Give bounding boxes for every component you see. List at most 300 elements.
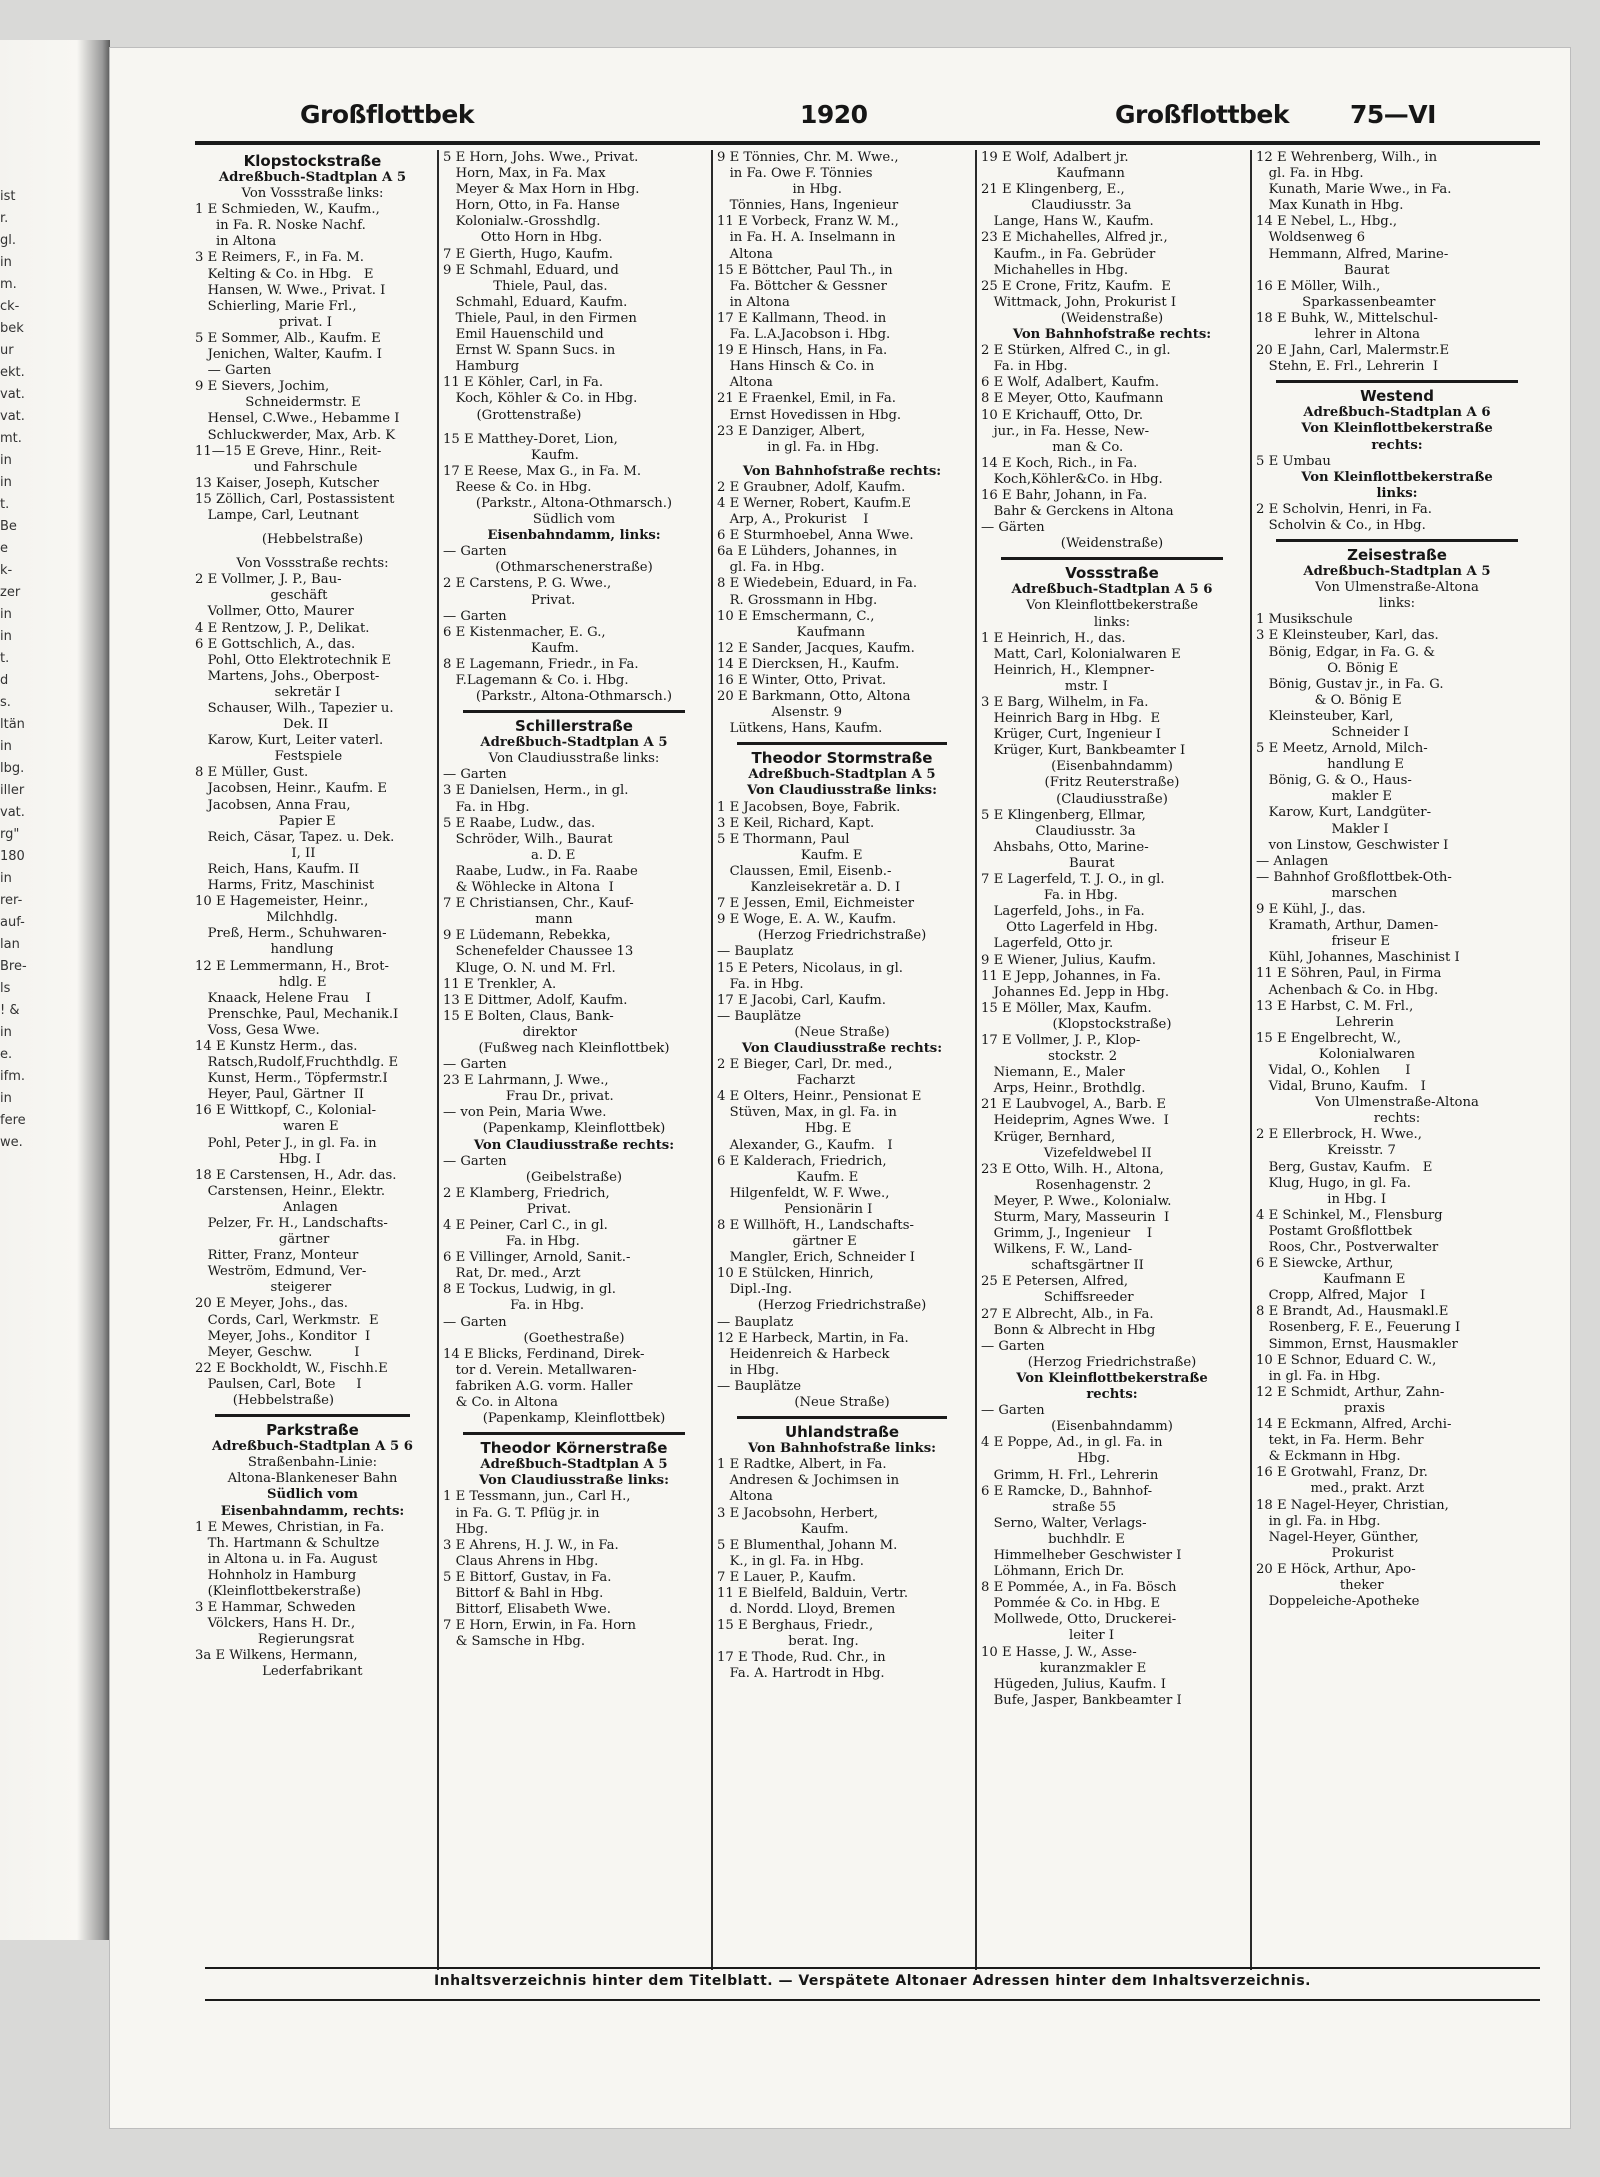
directory-entry-line: Bönig, Edgar, in Fa. G. & [1256,644,1435,660]
directory-entry-line: berat. Ing. [717,1634,859,1650]
directory-entry-line: Mollwede, Otto, Druckerei- [981,1612,1177,1628]
directory-entry-line: 18 E Nagel-Heyer, Christian, [1256,1497,1449,1513]
directory-entry-line: Koch, Köhler & Co. in Hbg. [443,391,638,407]
section-note: rechts: [1086,1387,1138,1403]
section-note: Eisenbahndamm, rechts: [220,1503,405,1519]
directory-entry-line: Pommée & Co. in Hbg. E [981,1596,1161,1612]
directory-entry-line: Reich, Cäsar, Tapez. u. Dek. [195,829,395,845]
directory-entry-line: mstr. I [981,678,1108,694]
directory-entry-line: geschäft [195,588,328,604]
directory-entry-line: straße 55 [981,1499,1117,1515]
directory-entry-line: Carstensen, Heinr., Elektr. [195,1183,386,1199]
directory-entry-line: Krüger, Curt, Ingenieur I [981,727,1161,743]
section-note: (Claudiusstraße) [1056,791,1168,807]
gutter-fragment: e [0,541,8,556]
directory-entry-line: 8 E Willhöft, H., Landschafts- [717,1218,914,1233]
directory-entry-line: — Garten [443,767,507,783]
directory-entry-line: gl. Fa. in Hbg. [1256,166,1364,182]
directory-entry-line: 4 E Peiner, Carl C., in gl. [443,1218,608,1233]
directory-entry-line: in gl. Fa. in Hbg. [1256,1368,1381,1384]
directory-entry-line: 1 Musikschule [1256,612,1353,628]
directory-entry-line: 13 E Harbst, C. M. Frl., [1256,998,1414,1014]
directory-entry-line: Cropp, Alfred, Major I [1256,1288,1426,1304]
directory-entry-line: in Altona [195,234,277,250]
directory-entry-line: Kramath, Arthur, Damen- [1256,918,1439,934]
directory-entry-line: Makler I [1256,821,1389,837]
directory-entry-line: Vidal, Bruno, Kaufm. I [1256,1079,1426,1095]
directory-entry-line: — Bauplatz [717,944,794,960]
directory-entry-line: Schmahl, Eduard, Kaufm. [443,294,628,310]
section-note: Adreßbuch-Stadtplan A 5 [480,1457,668,1473]
section-note: Adreßbuch-Stadtplan A 6 [1303,405,1491,421]
directory-entry-line: Nagel-Heyer, Günther, [1256,1529,1419,1545]
gutter-fragment: ltän [0,717,25,732]
directory-entry-line: Johannes Ed. Jepp in Hbg. [981,984,1170,1000]
directory-entry-line: 13 E Dittmer, Adolf, Kaufm. [443,992,628,1008]
directory-entry-line: Hbg. [981,1451,1110,1467]
directory-entry-line: Postamt Großflottbek [1256,1223,1412,1239]
directory-entry-line: 16 E Wittkopf, C., Kolonial- [195,1103,377,1119]
directory-entry-line: Alexander, G., Kaufm. I [717,1137,893,1153]
directory-entry-line: 7 E Jessen, Emil, Eichmeister [717,896,915,912]
directory-entry-line: 6a E Lühders, Johannes, in [717,544,897,560]
directory-entry-line: & Eckmann in Hbg. [1256,1449,1401,1465]
directory-entry-line: 11—15 E Greve, Hinr., Reit- [195,443,382,459]
directory-entry-line: (Hebbelstraße) [195,1393,335,1409]
section-note: (Hebbelstraße) [261,532,364,548]
directory-entry-line: steigerer [195,1280,332,1296]
directory-entry-line: Otto Lagerfeld in Hbg. [981,920,1158,936]
directory-entry-line: 1 E Schmieden, W., Kaufm., [195,202,380,218]
directory-entry-line: 11 E Köhler, Carl, in Fa. [443,375,604,391]
directory-entry-line: 16 E Grotwahl, Franz, Dr. [1256,1465,1428,1481]
header-rule [195,141,1540,145]
directory-entry-line: in Fa. R. Noske Nachf. [195,218,366,234]
directory-entry-line: I, II [195,845,316,861]
directory-entry-line: 17 E Thode, Rud. Chr., in [717,1650,886,1666]
directory-entry-line: 17 E Reese, Max G., in Fa. M. [443,463,642,479]
directory-entry-line: Horn, Otto, in Fa. Hanse [443,198,620,214]
gutter-fragment: iller [0,783,25,798]
section-note: Von Vossstraße links: [241,186,384,202]
directory-entry-line: und Fahrschule [195,459,358,475]
directory-entry-line: Reese & Co. in Hbg. [443,479,592,495]
directory-entry-line: 5 E Umbau [1256,453,1331,469]
directory-entry-line: — Bauplatz [717,1314,794,1330]
directory-entry-line: — Garten [443,544,507,560]
spacer [717,456,967,464]
directory-entry-line: 14 E Blicks, Ferdinand, Direk- [443,1346,645,1362]
gutter-fragment: ! & [0,1003,20,1018]
directory-entry-line: 17 E Jacobi, Carl, Kaufm. [717,992,886,1008]
directory-entry-line: theker [1256,1577,1384,1593]
directory-entry-line: 6 E Sturmhoebel, Anna Wwe. [717,528,914,544]
directory-entry-line: Hensel, C.Wwe., Hebamme I [195,411,400,427]
section-note: (Weidenstraße) [1060,536,1164,552]
directory-entry-line: direktor [443,1024,577,1040]
directory-entry-line: Tönnies, Hans, Ingenieur [717,198,899,214]
directory-entry-line: — Garten [443,608,507,624]
section-note: Von Claudiusstraße links: [747,783,937,799]
gutter-fragment: rg" [0,827,20,842]
spacer [195,548,430,556]
directory-entry-line: 9 E Sievers, Jochim, [195,379,330,395]
directory-entry-line: Fa. in Hbg. [981,359,1068,375]
directory-entry-line: Niemann, E., Maler [981,1065,1125,1081]
directory-entry-line: F.Lagemann & Co. i. Hbg. [443,673,629,688]
section-note: (Herzog Friedrichstraße) [757,928,927,944]
directory-entry-line: Kaufm., in Fa. Gebrüder [981,246,1156,262]
section-note: Von Claudiusstraße links: [488,751,660,767]
directory-entry-line: Achenbach & Co. in Hbg. [1256,982,1439,998]
directory-entry-line: Berg, Gustav, Kaufm. E [1256,1159,1433,1175]
directory-entry-line: Lütkens, Hans, Kaufm. [717,721,883,737]
directory-entry-line: 10 E Emschermann, C., [717,608,875,624]
gutter-fragment: in [0,475,12,490]
directory-entry-line: Hbg. I [195,1151,321,1167]
street-heading: Vossstraße [1065,564,1159,583]
directory-entry-line: 9 E Wiener, Julius, Kaufm. [981,952,1156,968]
gutter-fragment: in [0,739,12,754]
gutter-fragment: in [0,453,12,468]
directory-entry-line: Lederfabrikant [195,1664,363,1680]
directory-entry-line: Wittmack, John, Prokurist I [981,294,1177,310]
directory-entry-line: Altona [717,246,773,262]
directory-entry-line: 5 E Sommer, Alb., Kaufm. E [195,330,381,346]
directory-entry-line: Hügeden, Julius, Kaufm. I [981,1676,1166,1692]
directory-entry-line: 15 E Böttcher, Paul Th., in [717,262,893,278]
directory-entry-line: 5 E Klingenberg, Ellmar, [981,807,1146,823]
directory-entry-line: — Garten [443,1153,507,1169]
directory-entry-line: Kreisstr. 7 [1256,1143,1396,1159]
section-note: (Neue Straße) [794,1395,890,1411]
directory-entry-line: Kaufm. [443,447,579,463]
directory-entry-line: 7 E Horn, Erwin, in Fa. Horn [443,1618,636,1634]
directory-entry-line: Privat. [443,592,576,608]
section-rule [1001,557,1223,560]
section-note: Adreßbuch-Stadtplan A 5 6 [212,1439,413,1455]
directory-entry-line: R. Grossmann in Hbg. [717,592,878,608]
section-note: Adreßbuch-Stadtplan A 5 [748,767,936,783]
directory-entry-line: Lagerfeld, Otto jr. [981,936,1114,952]
directory-entry-line: 2 E Bieger, Carl, Dr. med., [717,1057,893,1073]
section-note: (Herzog Friedrichstraße) [757,1298,927,1314]
directory-entry-line: Vidal, O., Kohlen I [1256,1062,1411,1078]
directory-entry-line: Pelzer, Fr. H., Landschafts- [195,1216,388,1231]
directory-entry-line: Stehn, E. Frl., Lehrerin I [1256,359,1439,375]
directory-entry-line: 6 E Gottschlich, A., das. [195,636,356,652]
directory-entry-line: tor d. Verein. Metallwaren- [443,1362,637,1378]
directory-entry-line: 12 E Sander, Jacques, Kaufm. [717,640,915,656]
directory-entry-line: Otto Horn in Hbg. [443,230,603,246]
section-rule [737,742,947,745]
directory-entry-line: 7 E Gierth, Hugo, Kaufm. [443,246,613,262]
directory-entry-line: 1 E Heinrich, H., das. [981,630,1126,646]
directory-entry-line: in gl. Fa. in Hbg. [1256,1513,1381,1529]
directory-entry-line: 9 E Schmahl, Eduard, und [443,262,619,278]
street-heading: Uhlandstraße [784,1423,900,1442]
gutter-fragment: e. [0,1047,13,1062]
directory-entry-line: 21 E Klingenberg, E., [981,182,1125,198]
directory-entry-line: Kluge, O. N. und M. Frl. [443,960,616,976]
directory-entry-line: Rosenberg, F. E., Feuerung I [1256,1320,1461,1336]
section-note: rechts: [1371,437,1423,453]
directory-entry-line: Hbg. E [717,1121,852,1137]
gutter-fragment: lbg. [0,761,25,776]
gutter-fragment: in [0,871,12,886]
directory-entry-line: Arp, A., Prokurist I [717,512,869,528]
directory-entry-line: privat. I [195,314,333,330]
directory-entry-line: 15 Zöllich, Carl, Postassistent [195,491,395,507]
directory-entry-line: Fa. L.A.Jacobson i. Hbg. [717,327,891,343]
section-note: links: [1093,614,1131,630]
directory-entry-line: Pohl, Peter J., in gl. Fa. in [195,1135,377,1151]
directory-entry-line: 22 E Bockholdt, W., Fischh.E [195,1360,388,1376]
spacer [443,424,705,432]
directory-entry-line: 2 E Carstens, P. G. Wwe., [443,576,612,592]
section-note: Von Bahnhofstraße links: [748,1441,936,1457]
column-4 [981,150,1243,1975]
section-note: Von Claudiusstraße rechts: [741,1040,943,1056]
section-note: (Weidenstraße) [1060,310,1164,326]
directory-entry-line: Bittorf, Elisabeth Wwe. [443,1602,611,1618]
directory-entry-line: Altona [717,375,773,391]
column-divider [1250,150,1252,1970]
directory-entry-line: Himmelheber Geschwister I [981,1547,1182,1563]
directory-entry-line: (Grottenstraße) [443,407,582,423]
directory-entry-line: Schauser, Wilh., Tapezier u. [195,701,394,716]
directory-entry-line: handlung E [1256,757,1405,773]
directory-entry-line: 12 E Harbeck, Martin, in Fa. [717,1330,909,1346]
directory-entry-line: Schneider I [1256,725,1409,740]
section-note: Straßenbahn-Linie: [247,1455,378,1471]
directory-entry-line: waren E [195,1119,339,1135]
gutter-fragment: s. [0,695,11,710]
gutter-fragment: auf- [0,915,25,930]
directory-entry-line: 4 E Rentzow, J. P., Delikat. [195,620,370,636]
gutter-fragment: mt. [0,431,22,446]
directory-entry-line: praxis [1256,1400,1386,1416]
gutter-fragment: m. [0,277,17,292]
directory-entry-line: 2 E Graubner, Adolf, Kaufm. [717,479,906,495]
header-page-number: 75—VI [1350,100,1436,129]
directory-entry-line: Schenefelder Chaussee 13 [443,944,634,960]
directory-entry-line: 21 E Fraenkel, Emil, in Fa. [717,391,896,407]
spacer [195,524,430,532]
directory-entry-line: 3a E Wilkens, Hermann, [195,1648,358,1664]
directory-entry-line: Heinrich Barg in Hbg. E [981,711,1161,727]
directory-entry-line: in gl. Fa. in Hbg. [717,439,880,455]
section-note: (Geibelstraße) [525,1169,623,1185]
directory-entry-line: d. Nordd. Lloyd, Bremen [717,1602,896,1618]
directory-entry-line: Heyer, Paul, Gärtner II [195,1087,365,1103]
page-header [300,100,1530,136]
gutter-fragment: t. [0,497,10,512]
directory-entry-line: 15 E Matthey-Doret, Lion, [443,431,618,447]
directory-entry-line: 3 E Danielsen, Herm., in gl. [443,783,629,799]
directory-entry-line: 23 E Michahelles, Alfred jr., [981,230,1168,246]
directory-entry-line: 15 E Berghaus, Friedr., [717,1618,874,1634]
street-heading: Zeisestraße [1347,546,1447,565]
section-note: Adreßbuch-Stadtplan A 5 [480,735,668,751]
gutter-fragment: in [0,255,12,270]
gutter-fragment: rer- [0,893,23,908]
directory-entry-line: Paulsen, Carl, Bote I [195,1376,362,1392]
facing-page-gutter [0,40,110,1940]
gutter-fragment: ekt. [0,365,25,380]
directory-entry-line: Meyer, Johs., Konditor I [195,1328,371,1344]
section-note: (Papenkamp, Kleinflottbek) [482,1121,666,1137]
directory-entry-line: Claudiusstr. 3a [981,823,1136,839]
footer-rule [205,1967,1540,1969]
directory-entry-line: 14 E Koch, Rich., in Fa. [981,455,1138,471]
directory-entry-line: Heinrich, H., Klempner- [981,662,1155,678]
directory-entry-line: 5 E Bittorf, Gustav, in Fa. [443,1569,612,1585]
directory-entry-line: man & Co. [981,439,1124,455]
directory-entry-line: Harms, Fritz, Maschinist [195,878,375,894]
directory-entry-line: Vizefeldwebel II [981,1145,1152,1161]
column-divider [975,150,977,1970]
directory-entry-line: Ratsch,Rudolf,Fruchthdlg. E [195,1055,399,1071]
directory-entry-line: Anlagen [195,1199,338,1215]
directory-entry-line: 12 E Lemmermann, H., Brot- [195,958,389,974]
directory-entry-line: Scholvin & Co., in Hbg. [1256,517,1426,533]
directory-entry-line: Papier E [195,813,336,829]
directory-entry-line: Pohl, Otto Elektrotechnik E [195,652,392,668]
directory-entry-line: — Garten [443,1314,507,1330]
gutter-fragment: ls [0,981,11,996]
directory-entry-line: — Garten [981,1338,1045,1354]
directory-entry-line: Hansen, W. Wwe., Privat. I [195,282,386,298]
gutter-fragment: r. [0,211,9,226]
gutter-fragment: 180 [0,849,25,864]
directory-entry-line: kuranzmakler E [981,1660,1147,1676]
directory-entry-line: Fa. in Hbg. [443,799,530,815]
section-rule [215,1414,410,1417]
directory-entry-line: 9 E Lüdemann, Rebekka, [443,928,611,944]
directory-entry-line: 6 E Kistenmacher, E. G., [443,624,606,640]
street-heading: Parkstraße [266,1421,359,1440]
directory-entry-line: Lagerfeld, Johs., in Fa. [981,904,1145,920]
directory-entry-line: — Bauplätze [717,1008,801,1024]
directory-entry-line: Jenichen, Walter, Kaufm. I [195,347,382,363]
directory-entry-line: Baurat [981,855,1115,871]
gutter-fragment: in [0,1025,12,1040]
directory-entry-line: Regierungsrat [195,1632,355,1648]
directory-entry-line: 25 E Petersen, Alfred, [981,1274,1129,1290]
section-note: (Eisenbahndamm) [1051,1419,1173,1435]
directory-entry-line: Wilkens, F. W., Land- [981,1242,1133,1258]
directory-entry-line: Th. Hartmann & Schultze [195,1535,380,1551]
directory-entry-line: Kaufm. E [717,847,863,863]
section-note: Eisenbahndamm, links: [487,528,661,544]
directory-entry-line: — Anlagen [1256,853,1329,869]
section-note: rechts: [1373,1111,1421,1127]
directory-entry-line: Bufe, Jasper, Bankbeamter I [981,1692,1182,1708]
directory-entry-line: 1 E Jacobsen, Boye, Fabrik. [717,799,901,815]
gutter-fragment: vat. [0,409,25,424]
directory-entry-line: gärtner E [717,1234,857,1250]
directory-entry-line: 10 E Krichauff, Otto, Dr. [981,407,1144,423]
directory-entry-line: — Garten [195,363,272,379]
directory-entry-line: Fa. A. Hartrodt in Hbg. [717,1666,885,1682]
directory-entry-line: 5 E Meetz, Arnold, Milch- [1256,741,1428,757]
directory-entry-line: Schierling, Marie Frl., [195,298,357,314]
directory-entry-line: 23 E Danziger, Albert, [717,423,866,439]
directory-entry-line: Fa. in Hbg. [981,888,1118,904]
directory-entry-line: sekretär I [195,684,341,700]
gutter-fragment: gl. [0,233,16,248]
directory-entry-line: Grimm, J., Ingenieur I [981,1226,1153,1242]
directory-entry-line: Prenschke, Paul, Mechanik.I [195,1006,399,1022]
section-note: Adreßbuch-Stadtplan A 5 [1303,564,1491,580]
directory-entry-line: Schluckwerder, Max, Arb. K [195,427,396,443]
directory-entry-line: fabriken A.G. vorm. Haller [443,1378,633,1394]
directory-entry-line: Cords, Carl, Werkmstr. E [195,1312,379,1328]
section-note: (Klopstockstraße) [1052,1016,1172,1032]
directory-entry-line: in Altona u. in Fa. August [195,1551,378,1567]
directory-entry-line: 6 E Kalderach, Friedrich, [717,1153,887,1169]
column-5 [1256,150,1538,1975]
directory-entry-line: Hilgenfeldt, W. F. Wwe., [717,1185,890,1201]
section-note: Von Kleinflottbekerstraße [1301,421,1493,437]
directory-entry-line: & Samsche in Hbg. [443,1634,586,1650]
directory-entry-line: Kanzleisekretär a. D. I [717,880,901,896]
directory-entry-line: 8 E Brandt, Ad., Hausmakl.E [1256,1304,1449,1320]
directory-entry-line: 4 E Schinkel, M., Flensburg [1256,1207,1443,1223]
directory-entry-line: 11 E Söhren, Paul, in Firma [1256,966,1442,982]
footer-note: Inhaltsverzeichnis hinter dem Titelblatt. — Verspätete Altonaer Adressen hinter dem Inhaltsverzeichnis. [433,1973,1311,1989]
directory-entry-line: Krüger, Bernhard, [981,1129,1116,1145]
section-note: Adreßbuch-Stadtplan A 5 [218,170,407,185]
directory-entry-line: 11 E Trenkler, A. [443,976,557,992]
directory-entry-line: 20 E Meyer, Johs., das. [195,1296,348,1312]
gutter-fragment: lan [0,937,20,952]
gutter-fragment: in [0,629,12,644]
directory-entry-line: 10 E Hagemeister, Heinr., [195,894,369,910]
section-note: (Neue Straße) [794,1024,890,1040]
directory-entry-line: gl. Fa. in Hbg. [717,560,825,576]
directory-entry-line: Bahr & Gerckens in Altona [981,504,1174,520]
gutter-fragment: k- [0,563,13,578]
directory-entry-line: 21 E Laubvogel, A., Barb. E [981,1097,1166,1113]
directory-entry-line: 12 E Wehrenberg, Wilh., in [1256,150,1438,165]
directory-entry-line: gärtner [195,1232,330,1248]
directory-entry-line: Völckers, Hans H. Dr., [195,1616,356,1632]
directory-entry-line: Dipl.-Ing. [717,1282,793,1298]
section-note: Von Kleinflottbekerstraße [1025,598,1199,614]
street-heading: Schillerstraße [515,717,633,736]
section-note: Altona-Blankeneser Bahn [227,1471,398,1487]
directory-entry-line: 4 E Werner, Robert, Kaufm.E [717,495,912,511]
directory-entry-line: Kaufm. [717,1521,849,1537]
section-note: (Othmarschenerstraße) [495,560,653,576]
directory-entry-line: 5 E Raabe, Ludw., das. [443,815,596,831]
section-note: (Parkstr., Altona-Othmarsch.) [475,689,673,705]
directory-entry-line: Lange, Hans W., Kaufm. [981,214,1154,230]
section-rule [737,1416,947,1419]
directory-entry-line: 3 E Barg, Wilhelm, in Fa. [981,695,1149,710]
gutter-fragment: ifm. [0,1069,25,1084]
directory-entry-line: med., prakt. Arzt [1256,1481,1425,1497]
directory-entry-line: 27 E Albrecht, Alb., in Fa. [981,1306,1154,1322]
directory-entry-line: 2 E Klamberg, Friedrich, [443,1185,610,1201]
directory-entry-line: 10 E Schnor, Eduard C. W., [1256,1352,1437,1368]
directory-entry-line: O. Bönig E [1256,660,1399,676]
gutter-fragment: in [0,1091,12,1106]
directory-entry-line: 20 E Barkmann, Otto, Altona [717,689,911,705]
directory-entry-line: 13 Kaiser, Joseph, Kutscher [195,475,379,491]
